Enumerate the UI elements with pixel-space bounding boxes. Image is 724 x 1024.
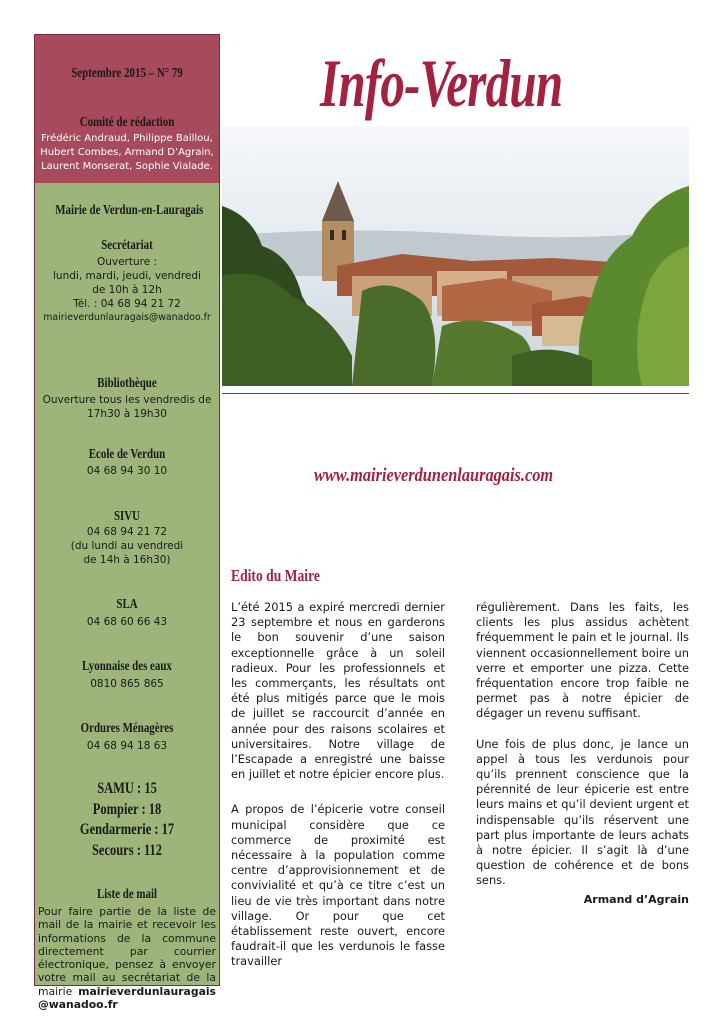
comite-name-line: Laurent Monserat, Sophie Vialade. <box>41 161 213 172</box>
comite-name-line: Hubert Combes, Armand D’Agrain, <box>40 147 214 158</box>
emergency-secours: Secours : 112 <box>91 842 163 859</box>
secretariat-email[interactable]: mairieverdunlauragais@wanadoo.fr <box>43 312 211 323</box>
secretariat-line: Ouverture : <box>96 256 158 268</box>
edito-column-2 <box>476 600 689 904</box>
header-rule <box>222 393 689 394</box>
sivu-line: de 14h à 16h30) <box>83 554 171 566</box>
sivu-title: SIVU <box>113 509 141 524</box>
secretariat-line: de 10h à 12h <box>92 284 162 296</box>
ordures-phone: 04 68 94 18 63 <box>86 740 168 752</box>
sidebar <box>34 34 220 1012</box>
bibliotheque-line: Ouverture tous les vendredis de <box>42 394 212 406</box>
liste-email[interactable]: mairieverdunlauragais @wanadoo.fr <box>38 984 216 1012</box>
secretariat-info <box>37 255 217 325</box>
sivu-info <box>37 525 217 567</box>
edito-title: Edito du Maire <box>231 566 320 585</box>
village-photo <box>222 126 689 386</box>
sidebar-contacts <box>35 183 219 1012</box>
bibliotheque-title: Bibliothèque <box>97 376 157 391</box>
sla-title: SLA <box>116 597 138 612</box>
ecole-phone: 04 68 94 30 10 <box>86 465 168 477</box>
secretariat-line: lundi, mardi, jeudi, vendredi <box>53 270 201 282</box>
edito-paragraph: Une fois de plus donc, je lance un appel à tous les verdunois pour qu’ils prennent conscience que la pérennité de leur épicerie est entre leurs mains et qu’il devient urgent et indispensable qu’ils réservent une part plus importante de leurs achats à notre épicier. Il s’agit là d’une question de cohérence et de bons sens. <box>476 736 689 888</box>
sidebar-header <box>35 35 219 183</box>
liste-body: Pour faire partie de la liste de mail de la mairie et recevoir les informations de la commune directement par courrier électronique, pensez à envoyer votre mail au secrétariat de la mairie <box>38 905 216 998</box>
secretariat-phone: Tél. : 04 68 94 21 72 <box>73 298 181 310</box>
secretariat-title: Secrétariat <box>101 238 153 253</box>
eaux-title: Lyonnaise des eaux <box>82 659 172 674</box>
sla-phone: 04 68 60 66 43 <box>86 616 168 628</box>
comite-names <box>37 132 217 174</box>
emergency-samu: SAMU : 15 <box>97 780 157 797</box>
edito-paragraph: L’été 2015 a expiré mercredi dernier 23 septembre et nous en garderons le bon souvenir d’une saison exceptionnelle grâce à un soleil radieux. Pour les professionnels et les commerçants, les résultats ont été plus mitigés parce que le mois de juillet se raccourcit d’année en année pour des raisons scolaires et universitaires. Notre village de l’Escapade a enregistré une baisse en juillet et notre épicier encore plus. <box>231 600 445 782</box>
edito-signature: Armand d’Agrain <box>583 893 689 906</box>
edito-column-1 <box>231 600 445 985</box>
edito-paragraph: A propos de l’épicerie votre conseil municipal considère que ce commerce de proximité est nécessaire à la population comme centre d’approvisionnement et de convivialité et qu’à ce titre c’est un lieu de vie très important dans notre village. Or pour que cet établissement reste ouvert, encore faudrait-il que les verdunois le fasse travailler <box>231 802 445 969</box>
sivu-line: 04 68 94 21 72 <box>86 526 168 538</box>
liste-title: Liste de mail <box>96 887 158 902</box>
masthead-title: Info-Verdun <box>320 45 563 121</box>
issue-number: Septembre 2015 – N° 79 <box>71 66 183 81</box>
ordures-title: Ordures Ménagères <box>80 721 174 736</box>
ecole-title: Ecole de Verdun <box>88 447 166 462</box>
liste-text <box>38 905 216 1011</box>
edito-paragraph: régulièrement. Dans les faits, les clients les plus assidus achètent fréquemment le pain et le journal. Ils viennent occasionnellement boire un verre et emporter une pizza. Cette fréquentation encore trop faible ne permet pas à notre épicier de dégager un revenu suffisant. <box>476 600 689 721</box>
eaux-phone: 0810 865 865 <box>90 678 164 690</box>
village-illustration <box>222 126 689 386</box>
comite-name-line: Frédéric Andraud, Philippe Baillou, <box>41 133 213 144</box>
bibliotheque-info <box>37 393 217 421</box>
bibliotheque-line: 17h30 à 19h30 <box>87 408 167 420</box>
sivu-line: (du lundi au vendredi <box>70 540 184 552</box>
emergency-pompier: Pompier : 18 <box>92 801 162 818</box>
mairie-title: Mairie de Verdun-en-Lauragais <box>55 203 204 218</box>
comite-title: Comité de rédaction <box>79 115 175 130</box>
website-link[interactable]: www.mairieverdunenlauragais.com <box>314 465 554 486</box>
emergency-gendarmerie: Gendarmerie : 17 <box>79 821 175 838</box>
